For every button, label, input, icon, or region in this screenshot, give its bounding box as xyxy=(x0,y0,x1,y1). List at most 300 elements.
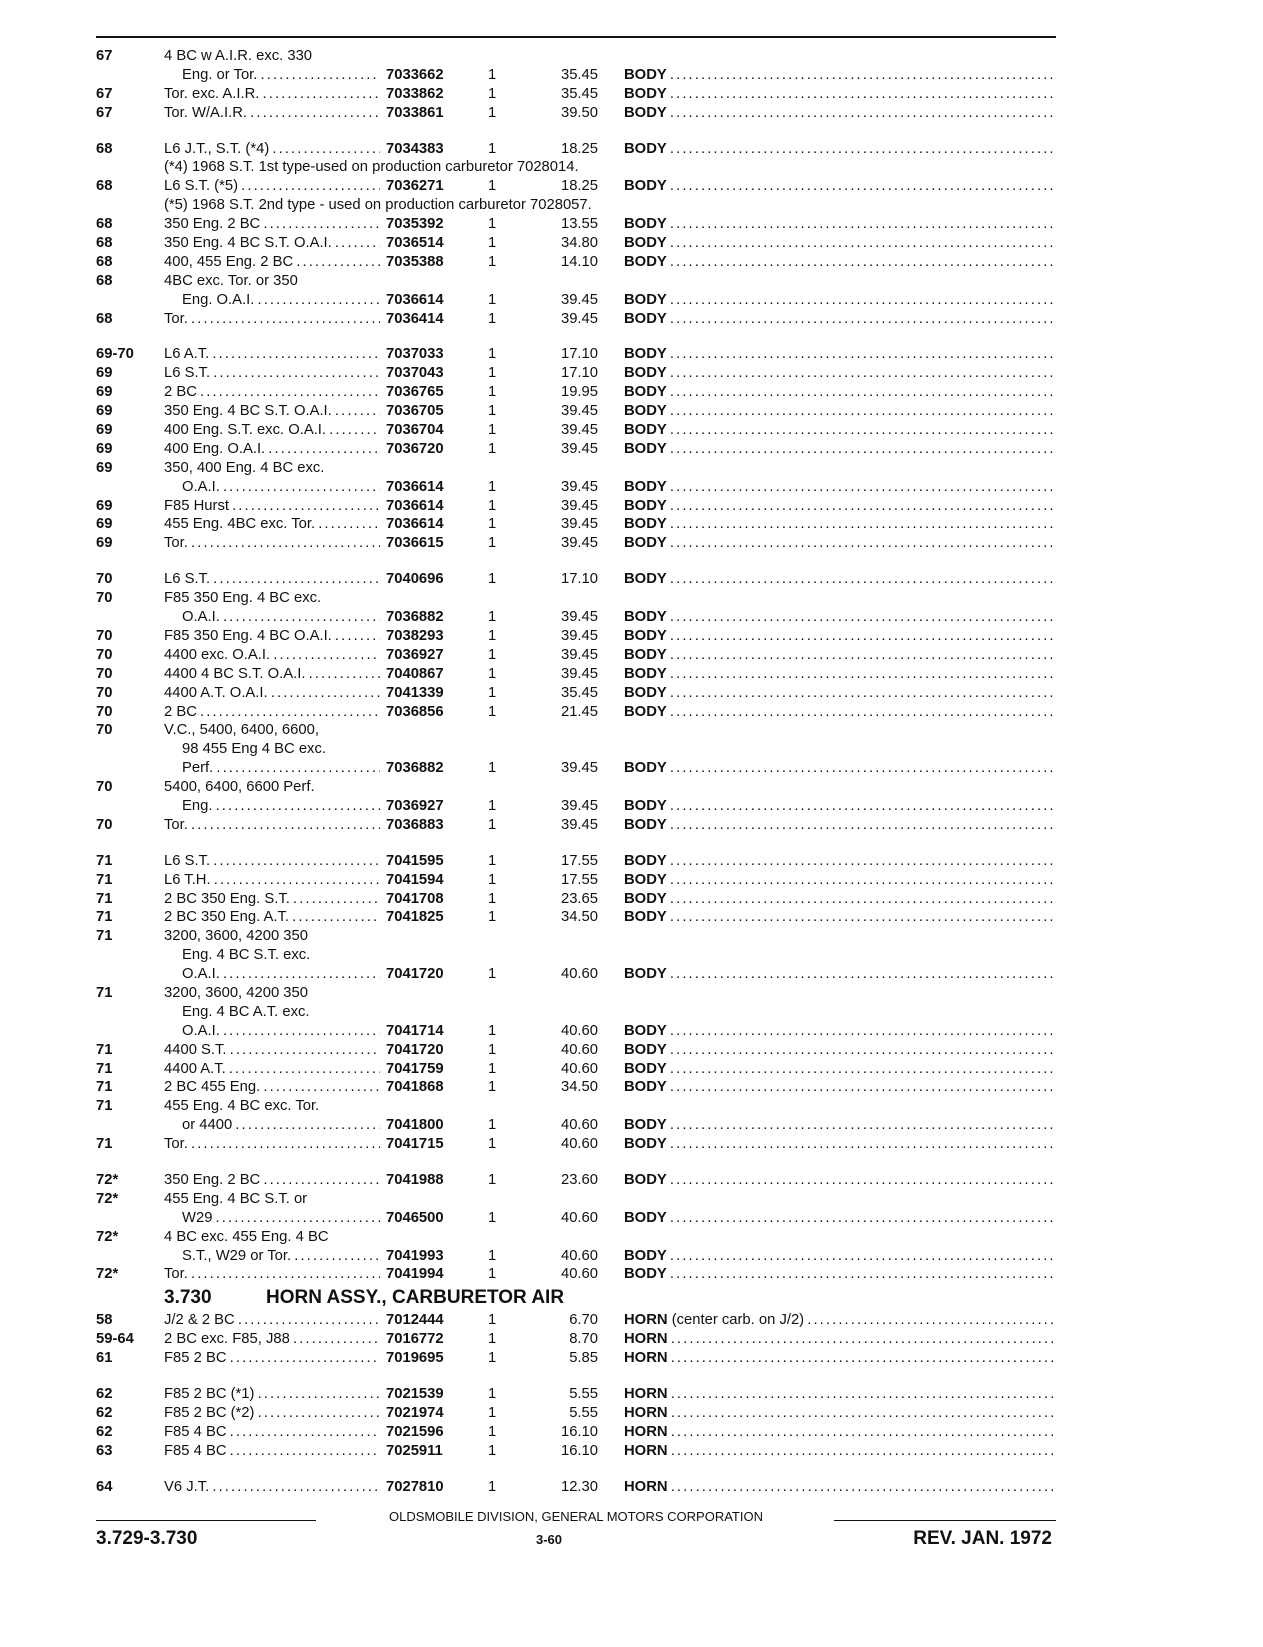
part-number: 7021539 xyxy=(386,1386,444,1402)
price: 39.45 xyxy=(560,816,598,833)
model-year: 71 xyxy=(96,928,113,945)
application-description: Eng. O.A.I. . . . xyxy=(182,291,380,310)
price: 8.70 xyxy=(569,1331,598,1348)
application-description: F85 4 BC . . . xyxy=(164,1442,380,1461)
quantity: 1 xyxy=(488,1171,497,1188)
part-number: 7041720 xyxy=(386,1041,444,1058)
part-name xyxy=(624,816,1056,835)
part-name xyxy=(624,215,1056,234)
model-year: 63 xyxy=(96,1442,113,1459)
part-name xyxy=(624,440,1056,459)
application-description: O.A.I. . . . xyxy=(182,608,380,627)
part-number: 7041595 xyxy=(386,852,444,869)
part-number: 7036882 xyxy=(386,609,444,626)
quantity: 1 xyxy=(488,1209,497,1226)
application-description: 400 Eng. S.T. exc. O.A.I. . . . xyxy=(164,421,380,440)
model-year: 71 xyxy=(96,984,113,1001)
part-name xyxy=(624,1478,1056,1497)
part-name-label: BODY xyxy=(624,216,667,233)
price: 39.45 xyxy=(560,665,598,682)
quantity: 1 xyxy=(488,1404,497,1421)
part-number: 7041988 xyxy=(386,1171,444,1188)
footnote-text: (*4) 1968 S.T. 1st type-used on production carburetor 7028014. xyxy=(164,159,579,176)
part-name xyxy=(624,797,1056,816)
part-number: 7036614 xyxy=(386,291,444,308)
part-name-label: HORN xyxy=(624,1404,668,1421)
part-number: 7027810 xyxy=(386,1478,444,1495)
part-row xyxy=(96,383,1056,402)
part-number: 7033861 xyxy=(386,104,444,121)
part-name xyxy=(624,965,1056,984)
part-row xyxy=(96,534,1056,553)
price: 35.45 xyxy=(560,66,598,83)
model-year: 71 xyxy=(96,909,113,926)
part-name xyxy=(624,759,1056,778)
section-title: HORN ASSY., CARBURETOR AIR xyxy=(266,1287,565,1309)
part-number: 7041594 xyxy=(386,871,444,888)
quantity: 1 xyxy=(488,909,497,926)
part-row xyxy=(96,1423,1056,1442)
part-name xyxy=(624,1423,1056,1442)
part-name-label: BODY xyxy=(624,797,667,814)
application-description: L6 A.T. . . . xyxy=(164,345,380,364)
part-row xyxy=(96,1078,1056,1097)
quantity: 1 xyxy=(488,1312,497,1329)
part-number: 7036615 xyxy=(386,535,444,552)
part-number: 7036704 xyxy=(386,422,444,439)
model-year: 69 xyxy=(96,516,113,533)
group-spacer xyxy=(96,328,1056,345)
part-name xyxy=(624,1022,1056,1041)
quantity: 1 xyxy=(488,627,497,644)
application-description: O.A.I. . . . xyxy=(182,478,380,497)
application-description: 4BC exc. Tor. or 350 xyxy=(164,272,298,289)
application-description: F85 2 BC . . . xyxy=(164,1349,380,1368)
part-name-label: BODY xyxy=(624,871,667,888)
application-description: Tor. exc. A.I.R. . . . xyxy=(164,85,380,104)
price: 18.25 xyxy=(560,178,598,195)
part-number: 7037043 xyxy=(386,365,444,382)
part-name-label: HORN xyxy=(624,1478,668,1495)
part-row xyxy=(96,1330,1056,1349)
part-name-label: BODY xyxy=(624,1136,667,1153)
model-year: 69 xyxy=(96,459,113,476)
quantity: 1 xyxy=(488,760,497,777)
part-name xyxy=(624,66,1056,85)
quantity: 1 xyxy=(488,1117,497,1134)
application-description: L6 T.H. . . . xyxy=(164,871,380,890)
price: 5.55 xyxy=(569,1386,598,1402)
part-name-label: BODY xyxy=(624,140,667,157)
model-year: 72* xyxy=(96,1266,119,1283)
quantity: 1 xyxy=(488,85,497,102)
price: 34.50 xyxy=(560,909,598,926)
part-name-label: BODY xyxy=(624,609,667,626)
model-year: 72* xyxy=(96,1171,119,1188)
application-description: Tor. . . . xyxy=(164,534,380,553)
part-row xyxy=(96,1003,1056,1022)
part-number: 7036614 xyxy=(386,516,444,533)
part-name-label: HORN xyxy=(624,1331,668,1348)
application-description: 400 Eng. O.A.I. . . . xyxy=(164,440,380,459)
model-year: 70 xyxy=(96,684,113,701)
group-spacer xyxy=(96,1368,1056,1385)
part-number: 7036883 xyxy=(386,816,444,833)
model-year: 71 xyxy=(96,1060,113,1077)
part-name-label: BODY xyxy=(624,104,667,121)
application-description: O.A.I. . . . xyxy=(182,1022,380,1041)
part-number: 7036765 xyxy=(386,384,444,401)
part-name xyxy=(624,1404,1056,1423)
part-row xyxy=(96,984,1056,1003)
application-description: Tor. . . . xyxy=(164,816,380,835)
part-name-label: BODY xyxy=(624,966,667,983)
part-row xyxy=(96,908,1056,927)
part-name-label: BODY xyxy=(624,909,667,926)
part-row xyxy=(96,364,1056,383)
model-year: 69-70 xyxy=(96,346,134,363)
part-name xyxy=(624,515,1056,534)
part-row xyxy=(96,721,1056,740)
part-row xyxy=(96,1097,1056,1116)
part-name-label: BODY xyxy=(624,310,667,327)
price: 40.60 xyxy=(560,1266,598,1283)
price: 14.10 xyxy=(560,253,598,270)
part-name xyxy=(624,1041,1056,1060)
part-row xyxy=(96,215,1056,234)
part-name-label: BODY xyxy=(624,66,667,83)
application-description: Tor. . . . xyxy=(164,1135,380,1154)
part-row xyxy=(96,1209,1056,1228)
application-description: W29 . . . xyxy=(182,1209,380,1228)
part-row xyxy=(96,1442,1056,1461)
model-year: 68 xyxy=(96,272,113,289)
model-year: 71 xyxy=(96,1079,113,1096)
price: 39.45 xyxy=(560,797,598,814)
model-year: 58 xyxy=(96,1312,113,1329)
model-year: 59-64 xyxy=(96,1331,134,1348)
application-description: 350 Eng. 4 BC S.T. O.A.I. . . . xyxy=(164,402,380,421)
part-number: 7040696 xyxy=(386,571,444,588)
part-name-label: BODY xyxy=(624,665,667,682)
model-year: 70 xyxy=(96,571,113,588)
part-row xyxy=(96,140,1056,159)
part-name-label: BODY xyxy=(624,760,667,777)
part-number: 7041825 xyxy=(386,909,444,926)
part-name xyxy=(624,852,1056,871)
price: 39.45 xyxy=(560,646,598,663)
quantity: 1 xyxy=(488,665,497,682)
part-name xyxy=(624,1311,1056,1330)
part-name xyxy=(624,646,1056,665)
part-row xyxy=(96,627,1056,646)
part-name xyxy=(624,1078,1056,1097)
part-row xyxy=(96,589,1056,608)
part-name-label: BODY xyxy=(624,571,667,588)
model-year: 68 xyxy=(96,253,113,270)
part-row xyxy=(96,1041,1056,1060)
quantity: 1 xyxy=(488,1331,497,1348)
part-number: 7040867 xyxy=(386,665,444,682)
part-row xyxy=(96,310,1056,329)
model-year: 68 xyxy=(96,235,113,252)
part-row xyxy=(96,852,1056,871)
part-row xyxy=(96,234,1056,253)
part-name xyxy=(624,310,1056,329)
part-row xyxy=(96,608,1056,627)
price: 16.10 xyxy=(560,1423,598,1440)
part-name xyxy=(624,1116,1056,1135)
price: 23.65 xyxy=(560,890,598,907)
price: 40.60 xyxy=(560,1060,598,1077)
quantity: 1 xyxy=(488,365,497,382)
part-name-label: BODY xyxy=(624,1079,667,1096)
price: 40.60 xyxy=(560,966,598,983)
price: 12.30 xyxy=(560,1478,598,1495)
part-number: 7041714 xyxy=(386,1022,444,1039)
model-year: 72* xyxy=(96,1190,119,1207)
price: 39.45 xyxy=(560,627,598,644)
model-year: 72* xyxy=(96,1228,119,1245)
model-year: 71 xyxy=(96,1041,113,1058)
application-description: 4400 S.T. . . . xyxy=(164,1041,380,1060)
model-year: 70 xyxy=(96,665,113,682)
model-year: 71 xyxy=(96,871,113,888)
quantity: 1 xyxy=(488,571,497,588)
part-row xyxy=(96,291,1056,310)
application-description: Eng. 4 BC S.T. exc. xyxy=(182,947,311,964)
part-row xyxy=(96,478,1056,497)
part-name-remark: (center carb. on J/2) xyxy=(671,1312,805,1329)
price: 21.45 xyxy=(560,703,598,720)
part-name-label: BODY xyxy=(624,235,667,252)
quantity: 1 xyxy=(488,816,497,833)
part-row xyxy=(96,104,1056,123)
part-number: 7038293 xyxy=(386,627,444,644)
part-number: 7033662 xyxy=(386,66,444,83)
application-description: Perf. . . . xyxy=(182,759,380,778)
part-name-label: BODY xyxy=(624,1060,667,1077)
part-row xyxy=(96,1247,1056,1266)
price: 39.45 xyxy=(560,440,598,457)
part-name-label: BODY xyxy=(624,178,667,195)
price: 17.10 xyxy=(560,365,598,382)
price: 39.45 xyxy=(560,535,598,552)
part-number: 7036705 xyxy=(386,403,444,420)
section-heading xyxy=(96,1285,1056,1311)
model-year: 69 xyxy=(96,440,113,457)
model-year: 67 xyxy=(96,48,113,64)
part-row xyxy=(96,1265,1056,1284)
model-year: 68 xyxy=(96,178,113,195)
part-name xyxy=(624,684,1056,703)
part-number: 7035388 xyxy=(386,253,444,270)
group-spacer xyxy=(96,1154,1056,1171)
part-name xyxy=(624,1247,1056,1266)
part-name-label: BODY xyxy=(624,852,667,869)
price: 39.45 xyxy=(560,310,598,327)
footer-bottom xyxy=(96,1528,1056,1552)
part-name xyxy=(624,421,1056,440)
part-number: 7041720 xyxy=(386,966,444,983)
part-name xyxy=(624,871,1056,890)
application-description: L6 S.T. . . . xyxy=(164,570,380,589)
part-name-label: BODY xyxy=(624,291,667,308)
part-number: 7041759 xyxy=(386,1060,444,1077)
price: 39.45 xyxy=(560,516,598,533)
part-row xyxy=(96,345,1056,364)
part-name xyxy=(624,627,1056,646)
model-year: 71 xyxy=(96,890,113,907)
part-number: 7041800 xyxy=(386,1117,444,1134)
group-spacer xyxy=(96,835,1056,852)
part-name-label: BODY xyxy=(624,497,667,514)
quantity: 1 xyxy=(488,253,497,270)
part-number: 7036927 xyxy=(386,797,444,814)
application-description: F85 Hurst . . . xyxy=(164,497,380,516)
quantity: 1 xyxy=(488,104,497,121)
part-name-label: BODY xyxy=(624,1247,667,1264)
part-row xyxy=(96,703,1056,722)
part-number: 7041339 xyxy=(386,684,444,701)
part-number: 7036614 xyxy=(386,497,444,514)
group-spacer xyxy=(96,1461,1056,1478)
model-year: 69 xyxy=(96,535,113,552)
application-description: Tor. . . . xyxy=(164,310,380,329)
part-row xyxy=(96,515,1056,534)
quantity: 1 xyxy=(488,497,497,514)
model-year: 70 xyxy=(96,779,113,796)
price: 17.10 xyxy=(560,571,598,588)
group-spacer xyxy=(96,123,1056,140)
part-row xyxy=(96,740,1056,759)
part-name-label: BODY xyxy=(624,365,667,382)
part-name-label: HORN xyxy=(624,1312,668,1329)
part-number: 7016772 xyxy=(386,1331,444,1348)
model-year: 69 xyxy=(96,497,113,514)
part-row xyxy=(96,177,1056,196)
model-year: 69 xyxy=(96,365,113,382)
quantity: 1 xyxy=(488,66,497,83)
price: 5.85 xyxy=(569,1350,598,1367)
quantity: 1 xyxy=(488,890,497,907)
footnote-text: (*5) 1968 S.T. 2nd type - used on production carburetor 7028057. xyxy=(164,197,592,214)
part-row xyxy=(96,797,1056,816)
part-number: 7041994 xyxy=(386,1266,444,1283)
part-name-label: BODY xyxy=(624,1041,667,1058)
part-number: 7033862 xyxy=(386,85,444,102)
page-footer xyxy=(96,1508,1056,1552)
part-row xyxy=(96,890,1056,909)
application-description: 400, 455 Eng. 2 BC . . . xyxy=(164,253,380,272)
quantity: 1 xyxy=(488,178,497,195)
part-row xyxy=(96,946,1056,965)
application-description: 350 Eng. 2 BC . . . xyxy=(164,1171,380,1190)
quantity: 1 xyxy=(488,535,497,552)
part-row xyxy=(96,421,1056,440)
part-name-label: BODY xyxy=(624,816,667,833)
part-row xyxy=(96,47,1056,66)
part-name xyxy=(624,890,1056,909)
price: 35.45 xyxy=(560,85,598,102)
part-row xyxy=(96,1135,1056,1154)
quantity: 1 xyxy=(488,422,497,439)
model-year: 68 xyxy=(96,140,113,157)
part-row xyxy=(96,871,1056,890)
top-rule xyxy=(96,36,1056,38)
quantity: 1 xyxy=(488,516,497,533)
part-row xyxy=(96,253,1056,272)
part-number: 7041715 xyxy=(386,1136,444,1153)
part-number: 7019695 xyxy=(386,1350,444,1367)
part-number: 7036856 xyxy=(386,703,444,720)
quantity: 1 xyxy=(488,235,497,252)
part-name-label: BODY xyxy=(624,627,667,644)
price: 39.45 xyxy=(560,760,598,777)
model-year: 70 xyxy=(96,722,113,739)
application-description: Eng. . . . xyxy=(182,797,380,816)
group-spacer xyxy=(96,553,1056,570)
body-parts-list xyxy=(96,47,1056,1284)
application-description: 5400, 6400, 6600 Perf. xyxy=(164,779,315,796)
price: 17.55 xyxy=(560,871,598,888)
part-number: 7012444 xyxy=(386,1312,444,1329)
price: 39.45 xyxy=(560,403,598,420)
part-row xyxy=(96,85,1056,104)
part-name xyxy=(624,177,1056,196)
horn-parts-list xyxy=(96,1311,1056,1496)
part-name xyxy=(624,497,1056,516)
part-number: 7034383 xyxy=(386,140,444,157)
application-description: 350 Eng. 2 BC . . . xyxy=(164,215,380,234)
price: 39.45 xyxy=(560,497,598,514)
part-name-label: HORN xyxy=(624,1442,668,1459)
application-description: F85 350 Eng. 4 BC exc. xyxy=(164,590,322,607)
price: 40.60 xyxy=(560,1209,598,1226)
part-number: 7036514 xyxy=(386,235,444,252)
quantity: 1 xyxy=(488,1079,497,1096)
part-number: 7021596 xyxy=(386,1423,444,1440)
section-range: 3.729-3.730 xyxy=(96,1528,198,1549)
quantity: 1 xyxy=(488,966,497,983)
part-name xyxy=(624,1171,1056,1190)
model-year: 64 xyxy=(96,1478,113,1495)
part-name-label: BODY xyxy=(624,703,667,720)
part-row xyxy=(96,1228,1056,1247)
application-description: S.T., W29 or Tor. . . . xyxy=(182,1247,380,1266)
price: 17.55 xyxy=(560,852,598,869)
application-description: Tor. W/A.I.R. . . . xyxy=(164,104,380,123)
part-number: 7036927 xyxy=(386,646,444,663)
footnote-row xyxy=(96,158,1056,177)
part-number: 7036271 xyxy=(386,178,444,195)
part-name-label: BODY xyxy=(624,403,667,420)
quantity: 1 xyxy=(488,1136,497,1153)
model-year: 62 xyxy=(96,1404,113,1421)
price: 40.60 xyxy=(560,1041,598,1058)
price: 40.60 xyxy=(560,1117,598,1134)
part-name-label: BODY xyxy=(624,478,667,495)
part-row xyxy=(96,272,1056,291)
part-name xyxy=(624,665,1056,684)
application-description: Eng. 4 BC A.T. exc. xyxy=(182,1003,310,1020)
model-year: 70 xyxy=(96,646,113,663)
parts-catalog-page xyxy=(96,36,1056,1496)
application-description: F85 2 BC (*2) . . . xyxy=(164,1404,380,1423)
part-name xyxy=(624,104,1056,123)
price: 39.45 xyxy=(560,609,598,626)
application-description: L6 J.T., S.T. (*4) . . . xyxy=(164,140,380,159)
